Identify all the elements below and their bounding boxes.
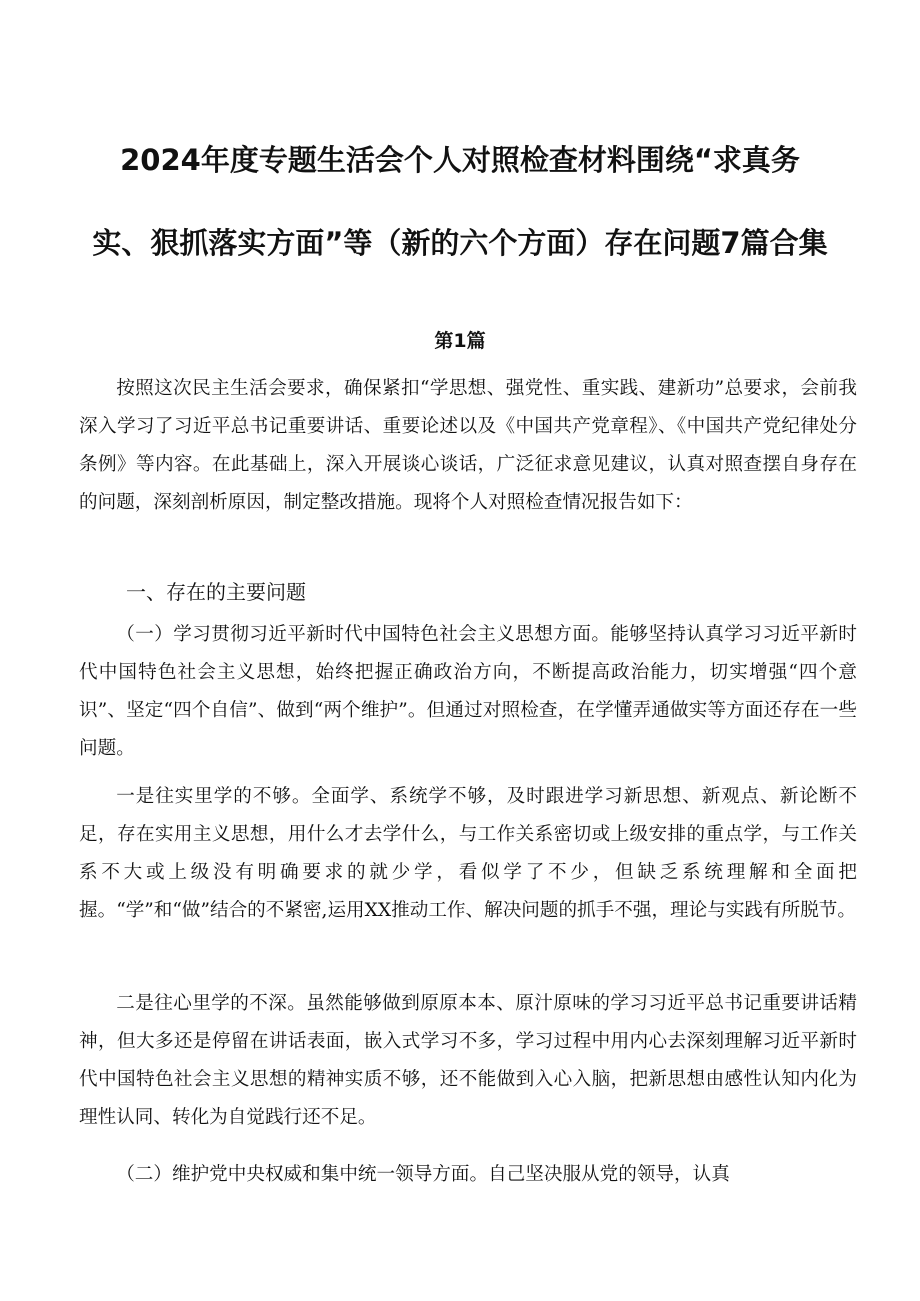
section-1-paragraph: （一）学习贯彻习近平新时代中国特色社会主义思想方面。能够坚持认真学习习近平新时代中国特色社会主义思想，始终把握正确政治方向，不断提高政治能力，切实增强“四个意识”、坚定“四个自信”、做到“两个维护”。但通过对照检查，在学懂弄通做实等方面还存在一些问题。 <box>79 624 857 759</box>
point-1-paragraph: 一是往实里学的不够。全面学、系统学不够，及时跟进学习新思想、新观点、新论断不足，存在实用主义思想，用什么才去学什么，与工作关系密切或上级安排的重点学，与工作关系不大或上级没有明确要求的就少学，看似学了不少，但缺乏系统理解和全面把握。“学”和“做”结合的不紧密,运用XX推动工作、解决问题的抓手不强，理论与实践有所脱节。 <box>79 786 857 921</box>
point-2-paragraph: 二是往心里学的不深。虽然能够做到原原本本、原汁原味的学习习近平总书记重要讲话精神，但大多还是停留在讲话表面，嵌入式学习不多，学习过程中用内心去深刻理解习近平新时代中国特色社会主义思想的精神实质不够，还不能做到入心入脑，把新思想由感性认知内化为理性认同、转化为自觉践行还不足。 <box>79 993 857 1128</box>
section-2-paragraph: （二）维护党中央权威和集中统一领导方面。自己坚决服从党的领导，认真 <box>116 1164 730 1185</box>
intro-paragraph: 按照这次民主生活会要求，确保紧扣“学思想、强党性、重实践、建新功”总要求，会前我深入学习了习近平总书记重要讲话、重要论述以及《中国共产党章程》、《中国共产党纪律处分条例》等内容。在此基础上，深入开展谈心谈话，广泛征求意见建议，认真对照查摆自身存在的问题，深刻剖析原因，制定整改措施。现将个人对照检查情况报告如下： <box>79 378 857 513</box>
document-title-line-2: 实、狠抓落实方面”等（新的六个方面）存在问题7篇合集 <box>92 226 828 260</box>
section-heading: 一、存在的主要问题 <box>126 580 306 604</box>
document-title-line-1: 2024年度专题生活会个人对照检查材料围绕“求真务 <box>120 143 800 177</box>
chapter-heading: 第1篇 <box>434 330 486 352</box>
